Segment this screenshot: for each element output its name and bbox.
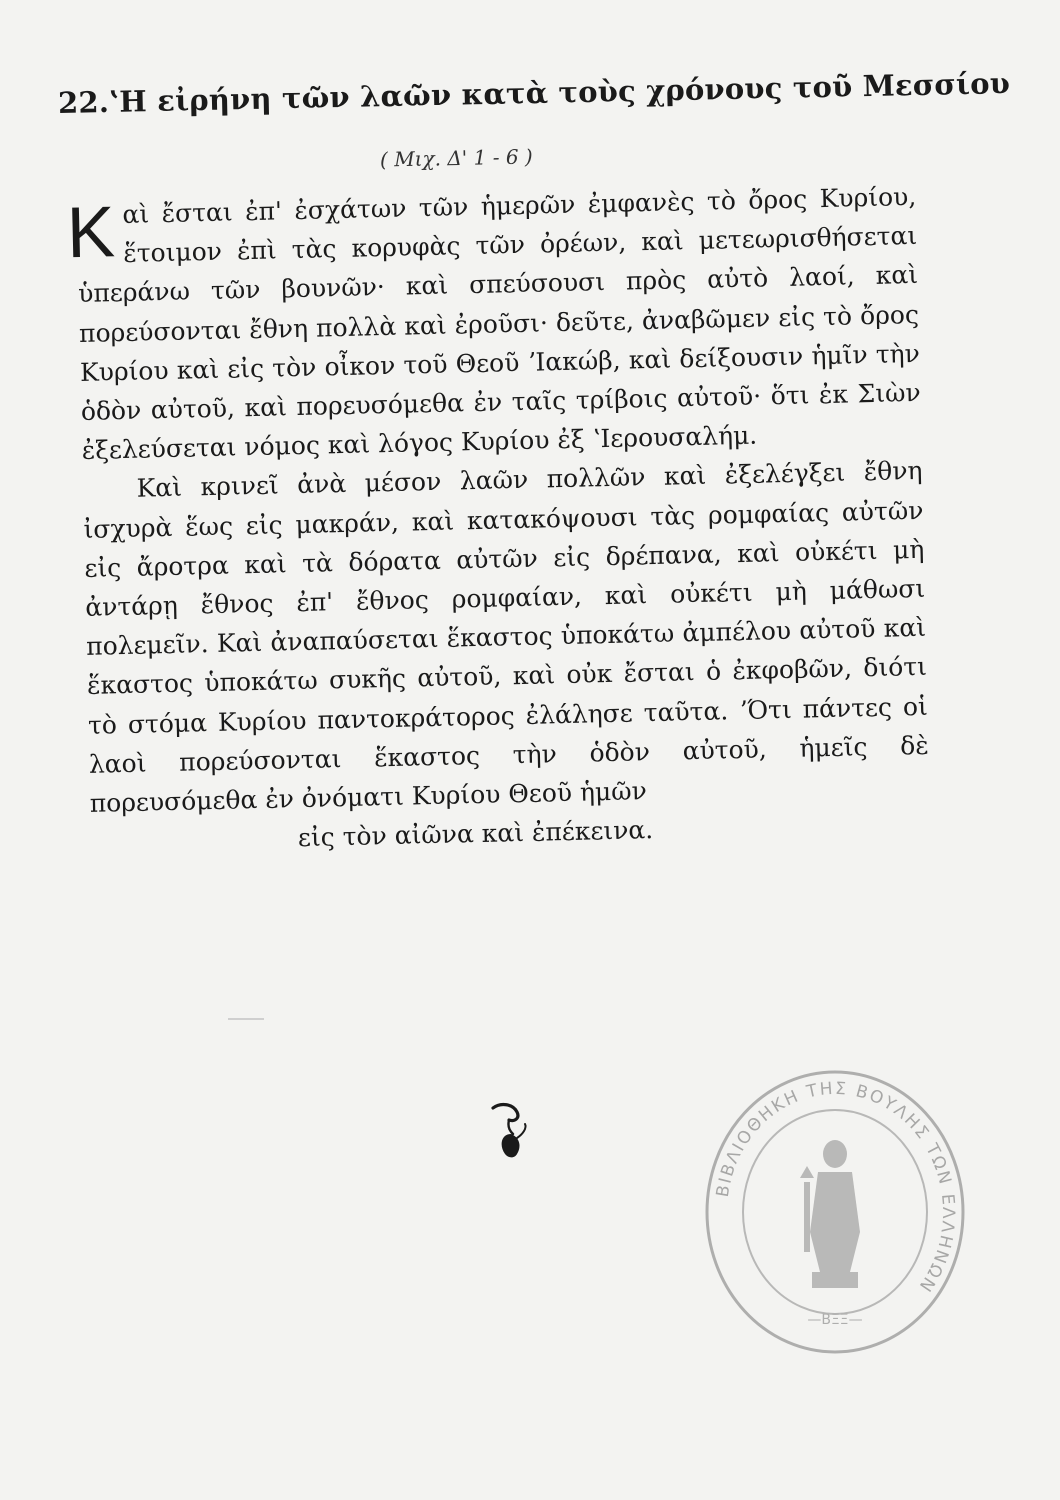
paragraph-1 xyxy=(65,177,922,470)
body-text xyxy=(65,177,931,862)
vine-leaf-ornament-icon xyxy=(487,1098,533,1162)
library-stamp xyxy=(700,1062,970,1362)
smudge-mark xyxy=(228,1018,264,1020)
stamp-bottom-text: —ΒΞΞ— xyxy=(807,1312,863,1328)
stamp-figure-icon xyxy=(800,1140,860,1288)
paragraph-1-text: αὶ ἔσται ἐπ' ἐσχάτων τῶν ἡμερῶν ἐμφανὲς τὸ ὄρος Κυρίου, ἕτοιμον ἐπὶ τὰς κορυφὰς τῶν ὀρέων, καὶ μετεωρισθήσεται ὑπεράνω τῶν βουνῶν· καὶ σπεύσουσι πρὸς αὐτὸ λαοί, καὶ πορεύσονται ἔθνη πολλὰ καὶ ἐροῦσι· δεῦτε, ἀναβῶμεν εἰς τὸ ὄρος Κυρίου καὶ εἰς τὸν οἶκον τοῦ Θεοῦ ʼΙακώβ, καὶ δείξουσιν ἡμῖν τὴν ὁδὸν αὐτοῦ, καὶ πορευσόμεθα ἐν ταῖς τρίβοις αὐτοῦ· ὅτι ἐκ Σιὼν ἐξελεύσεται νόμος καὶ λόγος Κυρίου ἐξ ʽΙερουσαλήμ. xyxy=(77,181,922,466)
drop-cap: Κ xyxy=(65,192,116,274)
closing-line: εἰς τὸν αἰῶνα καὶ ἐπέκεινα. xyxy=(297,815,654,853)
paragraph-2: Καὶ κρινεῖ ἀνὰ μέσον λαῶν πολλῶν καὶ ἐξελέγξει ἔθνη ἰσχυρὰ ἕως εἰς μακράν, καὶ κατακόψουσι τὰς ρομφαίας αὐτῶν εἰς ἄροτρα καὶ τὰ δόρατα αὐτῶν εἰς δρέπανα, καὶ οὐκέτι μὴ ἀντάρῃ ἔθνος ἐπ' ἔθνος ρομφαίαν, καὶ οὐκέτι μὴ μάθωσι πολεμεῖν. Καὶ ἀναπαύσεται ἕκαστος ὑποκάτω ἀμπέλου αὐτοῦ καὶ ἕκαστος ὑποκάτω συκῆς αὐτοῦ, καὶ οὐκ ἔσται ὁ ἐκφοβῶν, διότι τὸ στόμα Κυρίου παντοκράτορος ἐλάλησε ταῦτα. ʼΌτι πάντες οἱ λαοὶ πορεύσονται ἕκαστος τὴν ὁδὸν αὐτοῦ, ἡμεῖς δὲ πορευσόμεθα ἐν ὀνόματι Κυρίου Θεοῦ ἡμῶν xyxy=(83,456,930,818)
scripture-reference: ( Μιχ. Δ' 1 - 6 ) xyxy=(379,144,533,172)
stamp-ring-text: ΒΙΒΛΙΟΘΗΚΗ ΤΗΣ ΒΟΥΛΗΣ ΤΩΝ ΕΛΛΗΝΩΝ xyxy=(712,1078,959,1297)
page-title: 22.ʽΗ εἰρήνη τῶν λαῶν κατὰ τοὺς χρόνους τοῦ Μεσσίου xyxy=(57,66,1011,120)
